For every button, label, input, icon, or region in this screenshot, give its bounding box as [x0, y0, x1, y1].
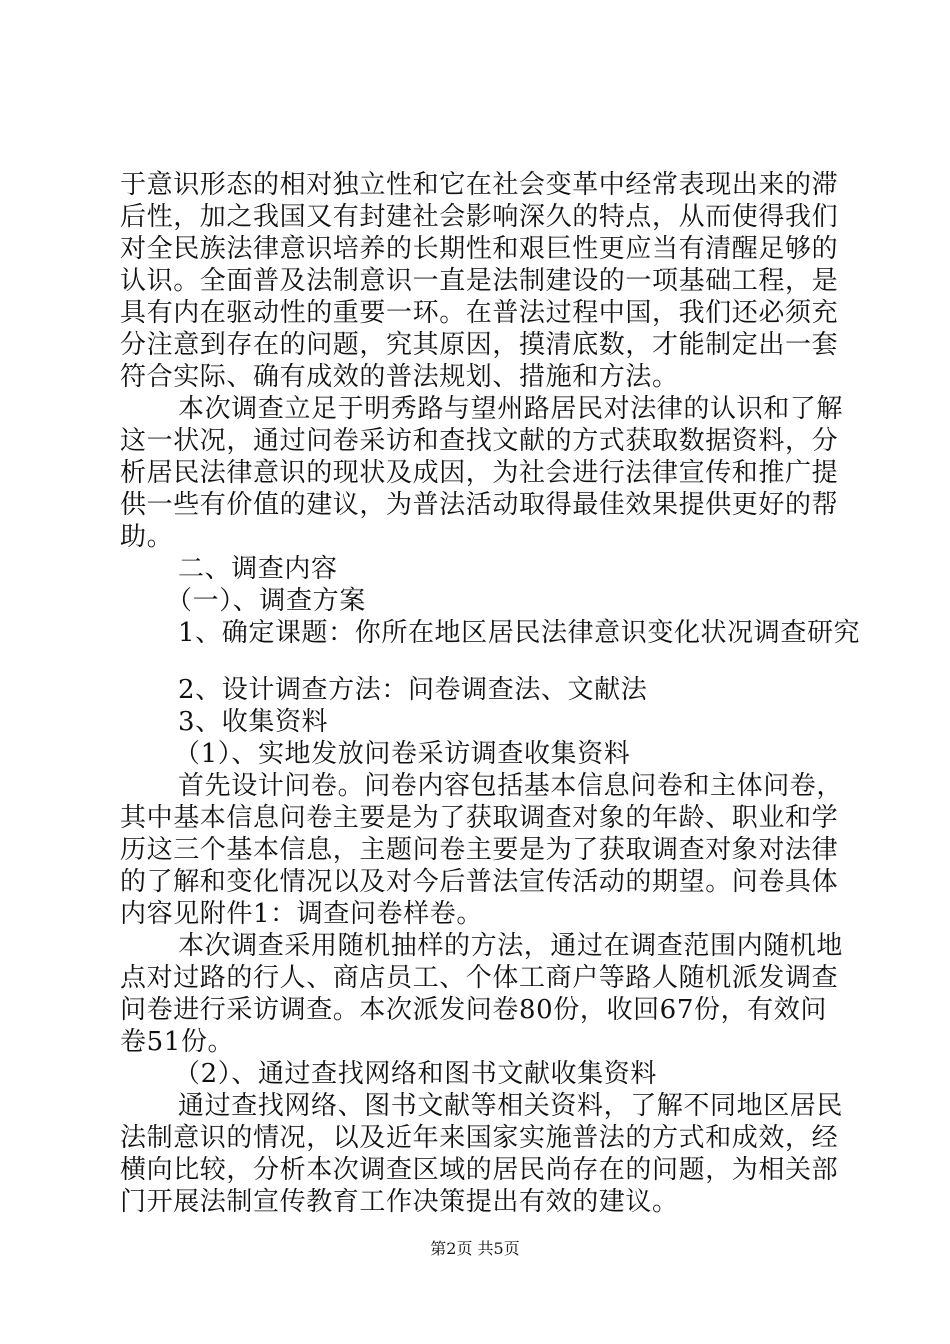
text-line: 点对过路的行人、商店员工、个体工商户等路人随机派发调查 [120, 963, 839, 993]
text-line: 具有内在驱动性的重要一环。在普法过程中国，我们还必须充 [120, 298, 839, 328]
text-line: 本次调查立足于明秀路与望州路居民对法律的认识和了解 [178, 394, 844, 424]
text-line: 的了解和变化情况以及对今后普法宣传活动的期望。问卷具体 [120, 867, 839, 897]
text-line: 认识。全面普及法制意识一直是法制建设的一项基础工程，是 [120, 266, 839, 296]
text-line: 问卷进行采访调查。本次派发问卷80份，收回67份，有效问 [120, 995, 827, 1025]
text-line: 首先设计问卷。问卷内容包括基本信息问卷和主体问卷， [178, 771, 844, 801]
text-line: 门开展法制宣传教育工作决策提出有效的建议。 [120, 1187, 679, 1217]
text-line: 本次调查采用随机抽样的方法，通过在调查范围内随机地 [178, 931, 844, 961]
subsection-heading: （一）、调查方案 [166, 586, 366, 616]
text-line: 2、设计调查方法：问卷调查法、文献法 [178, 675, 648, 705]
text-line: 历这三个基本信息，主题问卷主要是为了获取调查对象对法律 [120, 835, 839, 865]
text-line: 供一些有价值的建议，为普法活动取得最佳效果提供更好的帮 [120, 490, 839, 520]
text-line: 这一状况，通过问卷采访和查找文献的方式获取数据资料，分 [120, 426, 839, 456]
text-line: 横向比较，分析本次调查区域的居民尚存在的问题，为相关部 [120, 1155, 839, 1185]
text-line: 3、收集资料 [178, 707, 329, 737]
subsection-heading: （2）、通过查找网络和图书文献收集资料 [174, 1059, 657, 1089]
subsection-heading: （1）、实地发放问卷采访调查收集资料 [174, 739, 631, 769]
text-line: 法制意识的情况，以及近年来国家实施普法的方式和成效，经 [120, 1123, 839, 1153]
text-line: 于意识形态的相对独立性和它在社会变革中经常表现出来的滞 [120, 170, 839, 200]
text-line: 符合实际、确有成效的普法规划、措施和方法。 [120, 362, 679, 392]
text-line: 1、确定课题：你所在地区居民法律意识变化状况调查研究 [178, 618, 861, 648]
text-line: 通过查找网络、图书文献等相关资料，了解不同地区居民 [178, 1091, 844, 1121]
text-line: 卷51份。 [120, 1027, 235, 1057]
text-line: 其中基本信息问卷主要是为了获取调查对象的年龄、职业和学 [120, 803, 839, 833]
text-line: 析居民法律意识的现状及成因，为社会进行法律宣传和推广提 [120, 458, 839, 488]
page-number-footer: 第2页 共5页 [430, 1239, 520, 1258]
text-line: 内容见附件1：调查问卷样卷。 [120, 899, 483, 929]
text-line: 后性，加之我国又有封建社会影响深久的特点，从而使得我们 [120, 202, 839, 232]
text-line: 对全民族法律意识培养的长期性和艰巨性更应当有清醒足够的 [120, 234, 839, 264]
section-heading: 二、调查内容 [178, 554, 338, 584]
text-line: 分注意到存在的问题，究其原因，摸清底数，才能制定出一套 [120, 330, 839, 360]
text-line: 助。 [120, 522, 174, 552]
